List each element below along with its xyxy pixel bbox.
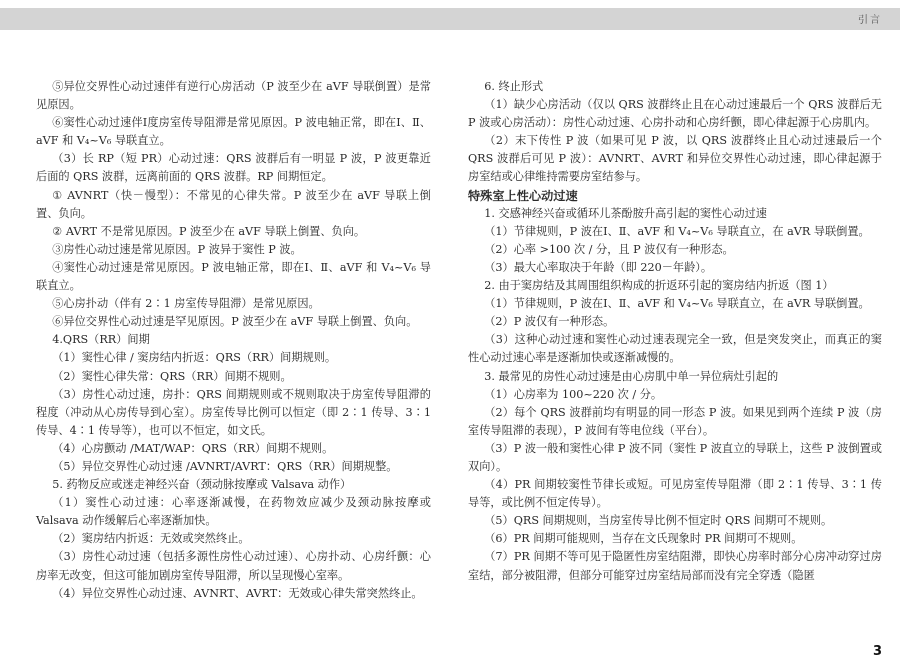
paragraph: ④窦性心动过速是常见原因。P 波电轴正常，即在Ⅰ、Ⅱ、aVF 和 V₄~V₆ 导联直立。 (36, 260, 431, 293)
paragraph: （7）PR 间期不等可见于隐匿性房室结阻滞，即快心房率时部分心房冲动穿过房室结，部分被阻滞，但部分可能穿过房室结局部而没有完全穿透（隐匿 (468, 550, 882, 582)
paragraph: （3）房性心动过速（包括多源性房性心动过速）、心房扑动、心房纤颤：心房率无改变，但这可能加剧房室传导阻滞，所以呈现慢心室率。 (36, 550, 431, 582)
paragraph: （2）每个 QRS 波群前均有明显的同一形态 P 波。如果见到两个连续 P 波（房室传导阻滞的表现），P 波间有等电位线（平台）。 (468, 405, 882, 437)
paragraph: （1）心房率为 100~220 次 / 分。 (484, 387, 663, 401)
paragraph: （1）节律规则，P 波在Ⅰ、Ⅱ、aVF 和 V₄~V₆ 导联直立，在 aVR 导联倒置。 (484, 297, 870, 311)
paragraph: （4）心房颤动 /MAT/WAP：QRS（RR）间期不规则。 (52, 441, 334, 455)
paragraph: （1）窦性心律 / 窦房结内折返：QRS（RR）间期规则。 (52, 351, 337, 365)
paragraph: （5）QRS 间期规则，当房室传导比例不恒定时 QRS 间期可不规则。 (484, 514, 833, 528)
paragraph: （3）最大心率取决于年龄（即 220－年龄）。 (484, 260, 713, 274)
right-column (468, 78, 882, 585)
paragraph: 1. 交感神经兴奋或循环儿茶酚胺升高引起的窦性心动过速 (484, 206, 767, 220)
running-header: 引言 (858, 15, 882, 26)
section-heading: 6. 终止形式 (484, 80, 544, 93)
paragraph: ⑤异位交界性心动过速伴有逆行心房活动（P 波至少在 aVF 导联倒置）是常见原因。 (36, 80, 431, 112)
bold-section-heading: 特殊室上性心动过速 (468, 188, 578, 203)
paragraph: （2）P 波仅有一种形态。 (484, 315, 615, 329)
page-number: 3 (872, 644, 882, 659)
paragraph: （3）P 波一般和窦性心律 P 波不同（窦性 P 波直立的导联上，这些 P 波倒置或双向）。 (468, 441, 882, 473)
paragraph: （1）节律规则，P 波在Ⅰ、Ⅱ、aVF 和 V₄~V₆ 导联直立，在 aVR 导联倒置。 (484, 224, 870, 238)
paragraph: （4）PR 间期较窦性节律长或短。可见房室传导阻滞（即 2∶1 传导、3∶1 传导等，或比例不恒定传导）。 (468, 478, 882, 510)
paragraph: （4）异位交界性心动过速、AVNRT、AVRT：无效或心律失常突然终止。 (52, 586, 423, 600)
paragraph: （2）末下传性 P 波（如果可见 P 波，以 QRS 波群终止且心动过速最后一个 QRS 波群后可见 P 波）：AVNRT、AVRT 和异位交界性心动过速，即心律起源于房室结或心律维持需要房室结参与。 (468, 134, 882, 184)
paragraph: （3）房性心动过速，房扑：QRS 间期规则或不规则取决于房室传导阻滞的程度（冲动从心房传导到心室）。房室传导比例可以恒定（即 2∶1 传导、3∶1 传导、4∶1 传导等），也可以不恒定，如文氏。 (36, 387, 431, 437)
paragraph: （1）缺少心房活动（仅以 QRS 波群终止且在心动过速最后一个 QRS 波群后无 P 波或心房活动）：房性心动过速、心房扑动和心房纤颤，即心律起源于心房肌内。 (468, 98, 882, 130)
paragraph: （6）PR 间期可能规则，当存在文氏现象时 PR 间期可不规则。 (484, 532, 803, 546)
paragraph: 2. 由于窦房结及其周围组织构成的折返环引起的窦房结内折返（图 1） (484, 279, 834, 293)
paragraph: （3）这种心动过速和窦性心动过速表现完全一致，但是突发突止，而真正的窦性心动过速心率是逐渐加快或逐渐减慢的。 (468, 333, 882, 365)
section-heading: 4.QRS（RR）间期 (52, 333, 150, 347)
paragraph: ⑥异位交界性心动过速是罕见原因。P 波至少在 aVF 导联上倒置、负向。 (52, 315, 418, 329)
paragraph: （2）心率 >100 次 / 分，且 P 波仅有一种形态。 (484, 242, 734, 256)
paragraph: 3. 最常见的房性心动过速是由心房肌中单一异位病灶引起的 (484, 369, 779, 383)
paragraph: ② AVRT 不是常见原因。P 波至少在 aVF 导联上倒置、负向。 (52, 224, 366, 238)
paragraph: （2）窦性心律失常：QRS（RR）间期不规则。 (52, 369, 292, 383)
paragraph: （2）窦房结内折返：无效或突然终止。 (52, 532, 250, 546)
section-heading: 5. 药物反应或迷走神经兴奋（颈动脉按摩或 Valsava 动作） (52, 478, 352, 492)
left-column (36, 78, 431, 603)
paragraph: （1）窦性心动过速：心率逐渐减慢，在药物效应减少及颈动脉按摩或 Valsava 动作缓解后心率逐渐加快。 (36, 496, 431, 528)
paragraph: ⑥窦性心动过速伴Ⅰ度房室传导阻滞是常见原因。P 波电轴正常，即在Ⅰ、Ⅱ、aVF 和 V₄~V₆ 导联直立。 (36, 116, 431, 148)
header-band (0, 8, 900, 30)
paragraph: ⑤心房扑动（伴有 2∶1 房室传导阻滞）是常见原因。 (52, 297, 320, 311)
paragraph: （5）异位交界性心动过速 /AVNRT/AVRT：QRS（RR）间期规整。 (52, 459, 398, 473)
paragraph: （3）长 RP（短 PR）心动过速：QRS 波群后有一明显 P 波，P 波更靠近后面的 QRS 波群，远离前面的 QRS 波群。RP 间期恒定。 (36, 152, 431, 184)
paragraph: ③房性心动过速是常见原因。P 波异于窦性 P 波。 (52, 242, 302, 256)
paragraph: ① AVNRT（快－慢型）：不常见的心律失常。P 波至少在 aVF 导联上倒置、负向。 (36, 188, 431, 220)
